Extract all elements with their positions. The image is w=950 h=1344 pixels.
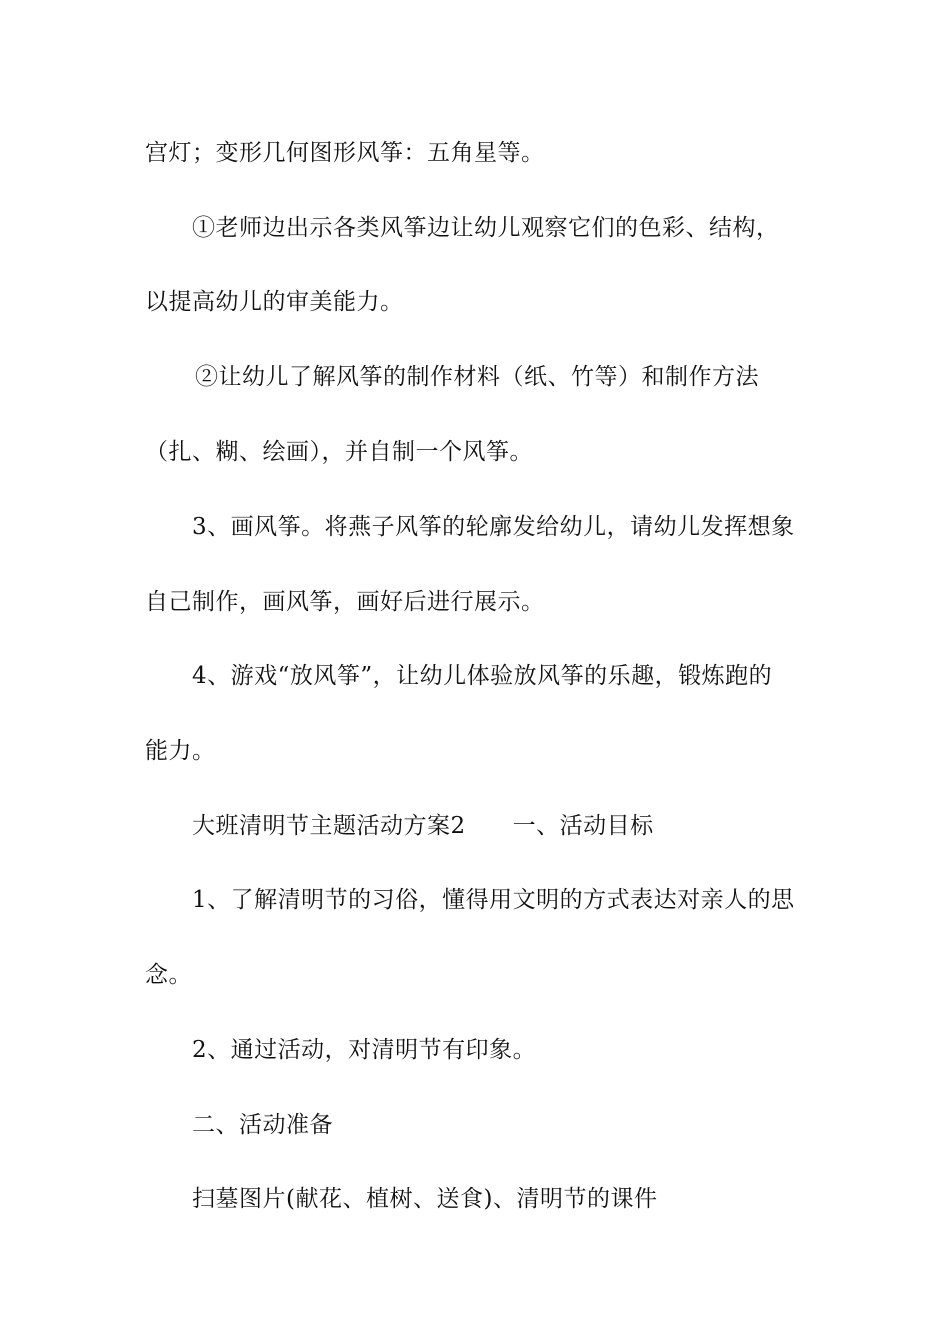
text-line: 宫灯；变形几何图形风筝：五角星等。 (145, 140, 545, 166)
text-line: （扎、糊、绘画），并自制一个风筝。 (145, 439, 533, 465)
text-line: ②让幼儿了解风筝的制作材料（纸、竹等）和制作方法 (195, 364, 759, 390)
text-line: 扫墓图片(献花、植树、送食)、清明节的课件 (192, 1186, 658, 1212)
section-heading: 大班清明节主题活动方案2 一、活动目标 (192, 813, 654, 839)
text-line: 以提高幼儿的审美能力。 (145, 289, 404, 315)
text-line: 能力。 (145, 738, 216, 764)
text-line: 2、通过活动，对清明节有印象。 (192, 1037, 537, 1063)
text-line: 1、了解清明节的习俗，懂得用文明的方式表达对亲人的思 (192, 887, 795, 913)
text-line: 自己制作，画风筝，画好后进行展示。 (145, 589, 545, 615)
text-line: 3、画风筝。将燕子风筝的轮廓发给幼儿，请幼儿发挥想象 (192, 514, 795, 540)
section-heading: 二、活动准备 (192, 1112, 333, 1138)
text-line: ①老师边出示各类风筝边让幼儿观察它们的色彩、结构， (192, 215, 780, 241)
text-line: 4、游戏“放风筝”，让幼儿体验放风筝的乐趣，锻炼跑的 (192, 663, 773, 689)
text-line: 念。 (145, 962, 192, 988)
